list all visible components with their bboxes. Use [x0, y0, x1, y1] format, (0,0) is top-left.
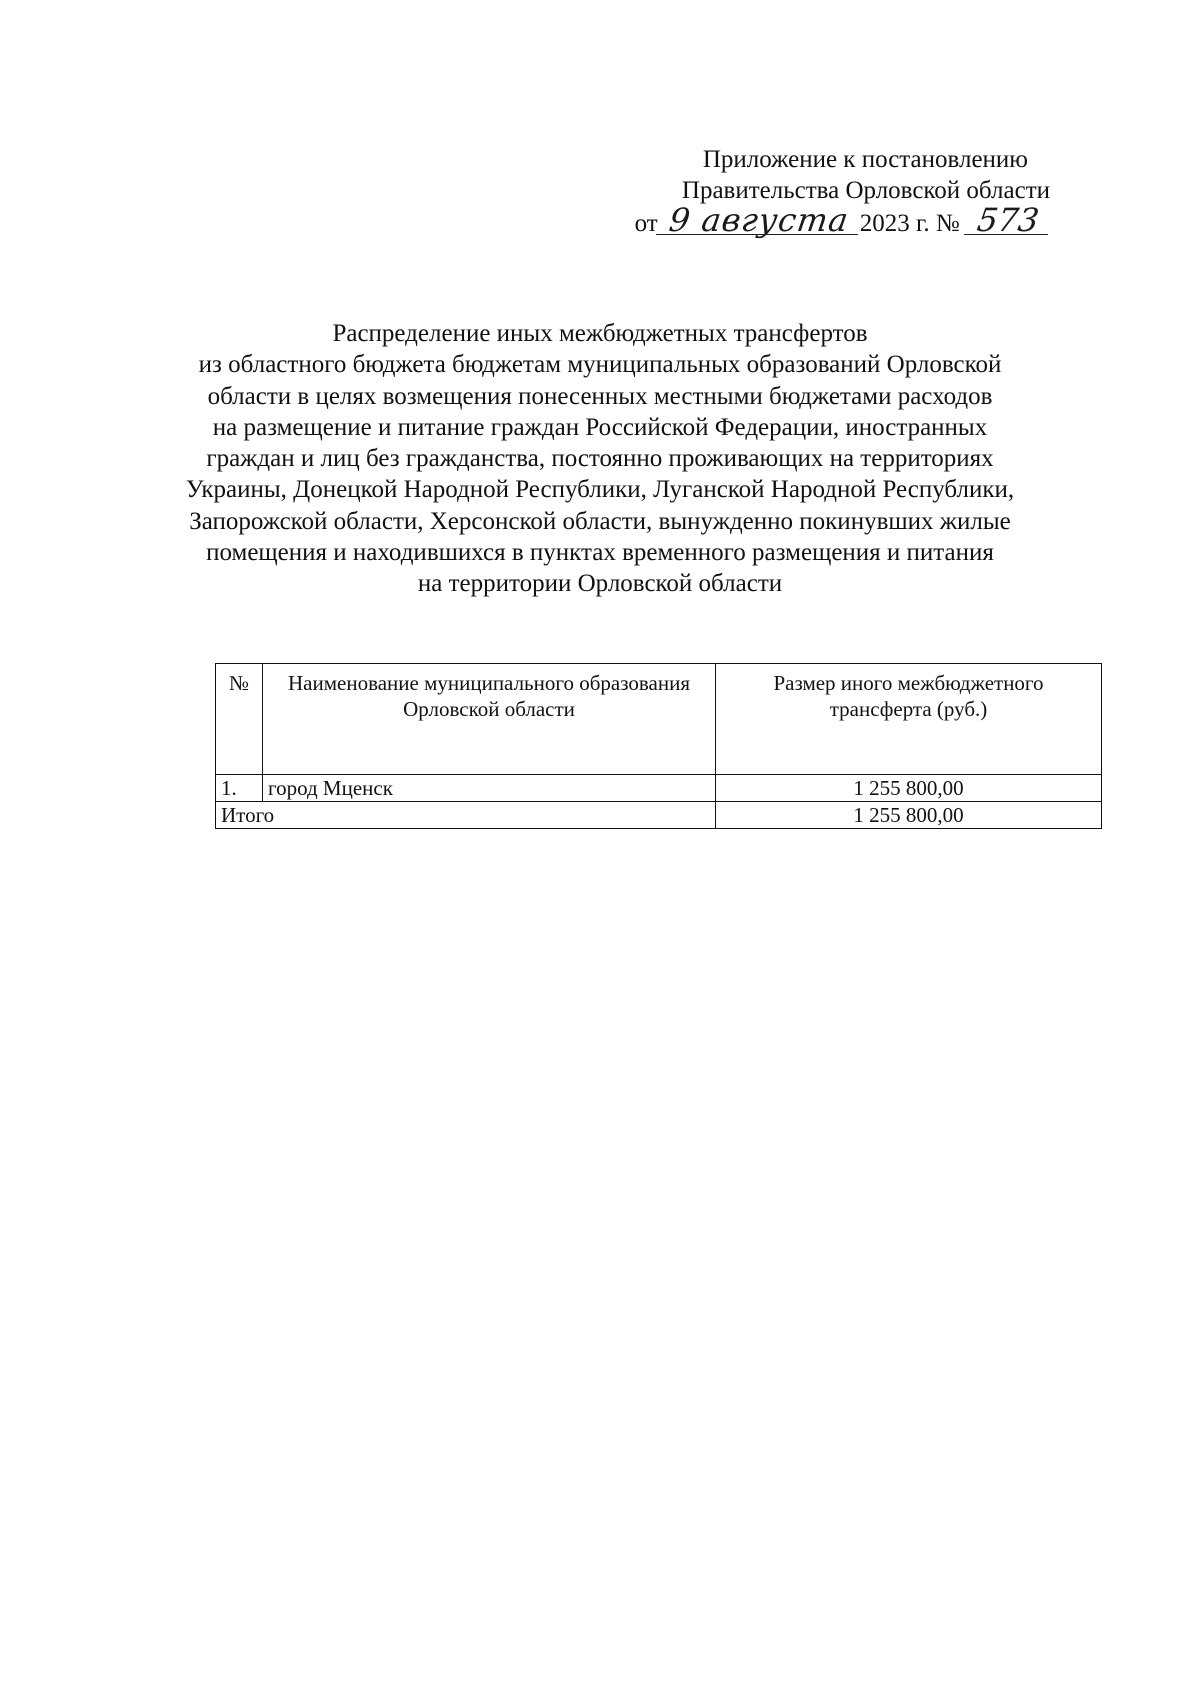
- total-row: [216, 802, 1102, 829]
- date-prefix: от: [634, 210, 658, 237]
- title-line: на размещение и питание граждан Российской Федерации, иностранных: [212, 413, 988, 441]
- row-num: 1.: [216, 775, 263, 802]
- title-line: Запорожской области, Херсонской области, вынужденно покинувших жилые: [189, 507, 1011, 535]
- handwritten-date: 9 августа: [656, 206, 862, 235]
- title-line: Распределение иных межбюджетных трансфертов: [332, 320, 868, 347]
- year-text: 2023 г. №: [859, 210, 960, 237]
- table-row: [216, 775, 1102, 802]
- title-line: Украины, Донецкой Народной Республики, Луганской Народной Республики,: [185, 476, 1015, 504]
- appendix-line-1: Приложение к постановлению: [702, 146, 1028, 173]
- appendix-block: [610, 144, 1050, 239]
- row-name: город Мценск: [263, 775, 716, 802]
- distribution-table: [215, 663, 1102, 829]
- header-name: Наименование муниципального образования Орловской области: [263, 664, 716, 775]
- header-num: №: [216, 664, 263, 775]
- appendix-line-2: Правительства Орловской области: [681, 177, 1050, 204]
- appendix-date-line: [610, 201, 1050, 239]
- title-line: области в целях возмещения понесенных местными бюджетами расходов: [207, 382, 993, 410]
- document-title: [150, 318, 1050, 600]
- table-header-row: [216, 664, 1102, 775]
- total-amount: 1 255 800,00: [716, 802, 1102, 829]
- row-amount: 1 255 800,00: [716, 775, 1102, 802]
- header-amount: Размер иного межбюджетного трансферта (руб.): [716, 664, 1102, 775]
- title-line: граждан и лиц без гражданства, постоянно проживающих на территориях: [206, 445, 994, 473]
- title-line: из областного бюджета бюджетам муниципальных образований Орловской: [198, 351, 1002, 379]
- title-line: на территории Орловской области: [417, 570, 783, 598]
- total-label: Итого: [216, 802, 716, 829]
- title-line: помещения и находившихся в пунктах временного размещения и питания: [206, 539, 994, 567]
- handwritten-number: 573: [964, 206, 1052, 235]
